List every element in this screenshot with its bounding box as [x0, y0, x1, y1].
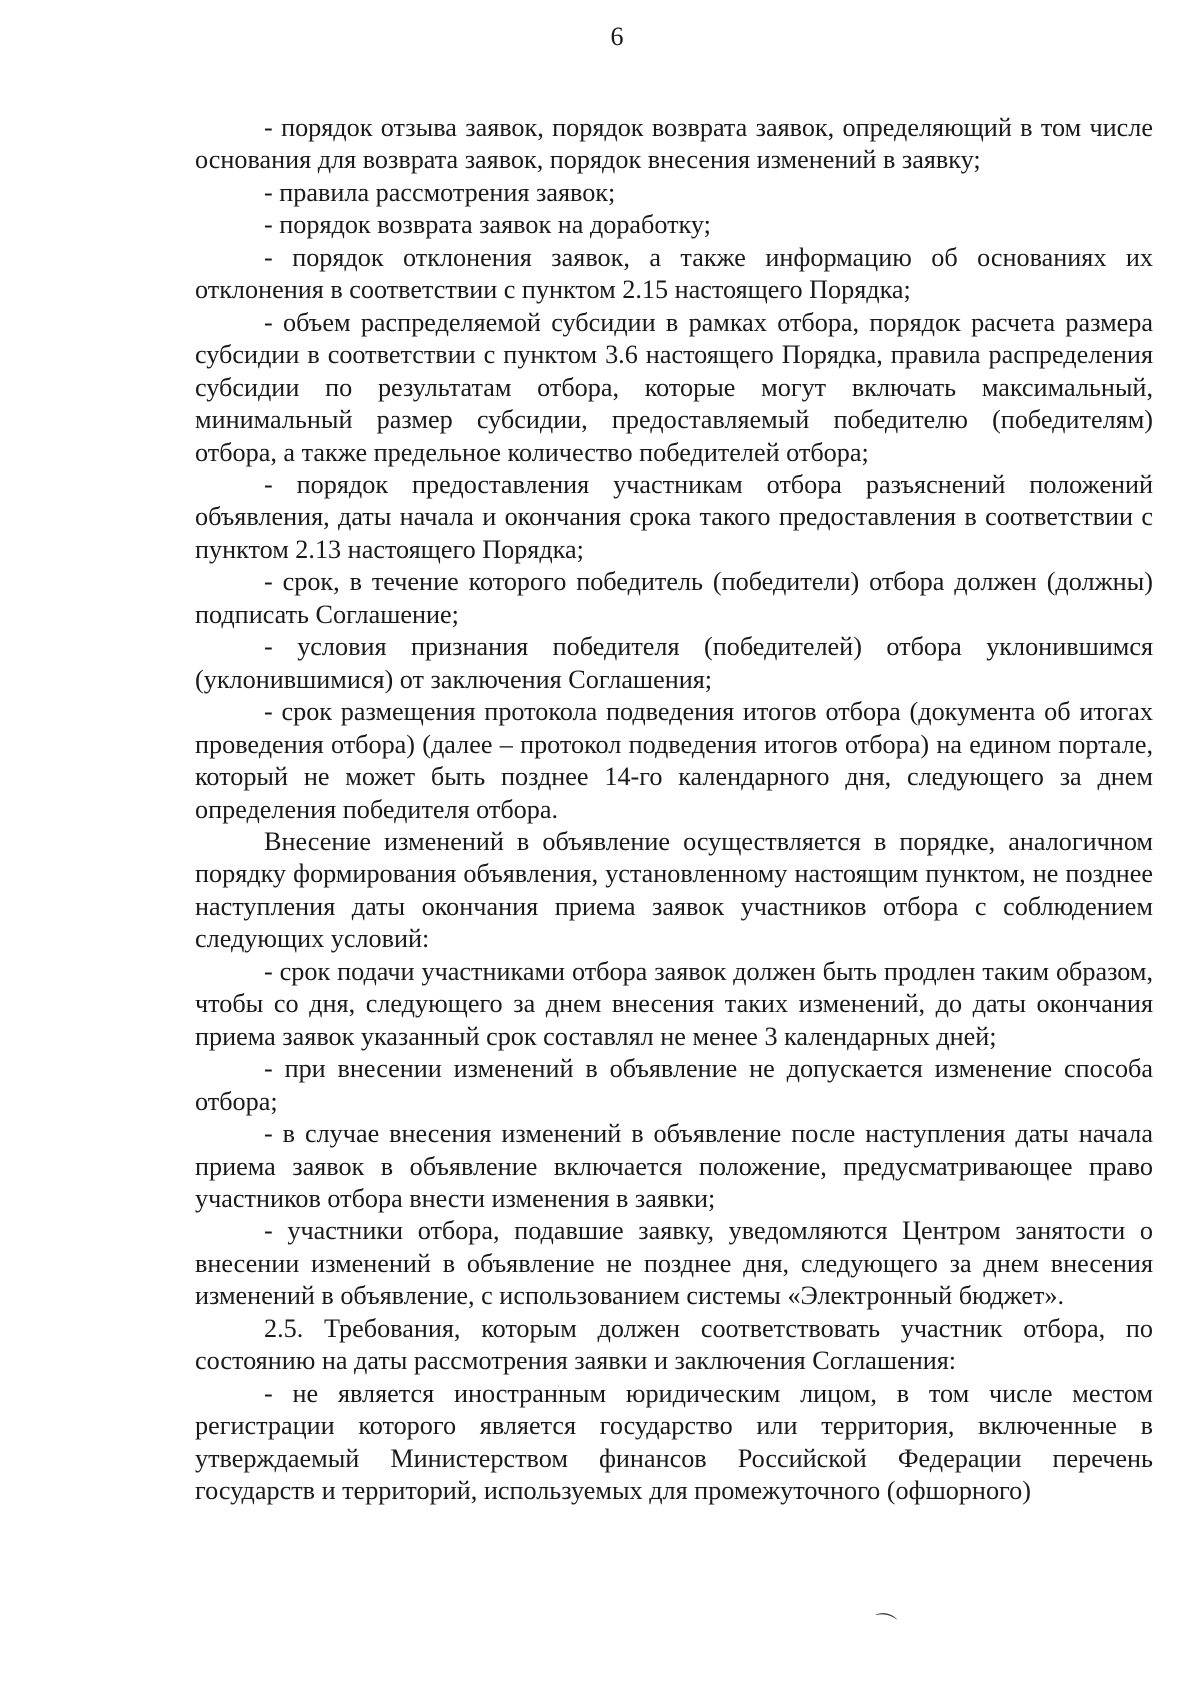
paragraph-review-rules: - правила рассмотрения заявок; — [264, 177, 616, 207]
paragraph-return-for-revision: - порядок возврата заявок на доработку; — [264, 210, 711, 240]
paragraph-subsidy-volume: - объем распределяемой субсидии в рамках отбора, порядок расчета размера субсидии в соответствии с пунктом 3.6 настоящего Порядка, правила распределения субсидии по результатам отбора, которые могут включать максимальный, минимальный размер субсидии, предоставляемый победителю (победителям) отбора, а также предельное количество победителей отбора; — [195, 307, 1153, 467]
page-number: 6 — [610, 22, 624, 51]
paragraph-amend-applications: - в случае внесения изменений в объявление после наступления даты начала приема заявок в объявление включается положение, предусматривающее право участников отбора внести изменения в заявки; — [195, 1119, 1153, 1213]
paragraph-application-withdrawal: - порядок отзыва заявок, порядок возврата заявок, определяющий в том числе основания для возврата заявок, порядок внесения изменений в заявку; — [195, 113, 1153, 175]
pen-mark-icon: ⌒ — [871, 1610, 898, 1640]
paragraph-section-2-5: 2.5. Требования, которым должен соответствовать участник отбора, по состоянию на даты рассмотрения заявки и заключения Соглашения: — [195, 1313, 1153, 1376]
paragraph-clarifications: - порядок предоставления участникам отбора разъяснений положений объявления, даты начала и окончания срока такого предоставления в соответствии с пунктом 2.13 настоящего Порядка; — [195, 469, 1153, 564]
paragraph-signing-deadline: - срок, в течение которого победитель (победители) отбора должен (должны) подписать Соглашение; — [195, 567, 1153, 629]
paragraph-protocol-publication: - срок размещения протокола подведения итогов отбора (документа об итогах проведения отбора) (далее – протокол подведения итогов отбора) на едином портале, который не может быть позднее 14-го календарного дня, следующего за днем определения победителя отбора. — [195, 697, 1153, 824]
paragraph-amendments-intro: Внесение изменений в объявление осуществляется в порядке, аналогичном порядку формирования объявления, установленному настоящим пунктом, не позднее наступления даты окончания приема заявок участников отбора с соблюдением следующих условий: — [195, 826, 1153, 954]
paragraph-participant-notification: - участники отбора, подавшие заявку, уведомляются Центром занятости о внесении изменений в объявление не позднее дня, следующего за днем внесения изменений в объявление, с использованием системы «Электронный бюджет». — [195, 1216, 1153, 1311]
paragraph-deadline-extension: - срок подачи участниками отбора заявок должен быть продлен таким образом, чтобы со дня, следующего за днем внесения таких изменений, до даты окончания приема заявок указанный срок составлял не менее 3 календарных дней; — [195, 956, 1153, 1051]
document-body — [195, 112, 1153, 1507]
paragraph-method-change: - при внесении изменений в объявление не допускается изменение способа отбора; — [195, 1054, 1153, 1116]
paragraph-rejection-procedure: - порядок отклонения заявок, а также информацию об основаниях их отклонения в соответствии с пунктом 2.15 настоящего Порядка; — [195, 242, 1153, 305]
paragraph-foreign-entity: - не является иностранным юридическим лицом, в том числе местом регистрации которого является государство или территория, включенные в утверждаемый Министерством финансов Российской Федерации перечень государств и территорий, используемых для промежуточного (офшорного) — [195, 1378, 1153, 1506]
paragraph-evasion-conditions: - условия признания победителя (победителей) отбора уклонившимся (уклонившимися) от заключения Соглашения; — [195, 632, 1153, 694]
